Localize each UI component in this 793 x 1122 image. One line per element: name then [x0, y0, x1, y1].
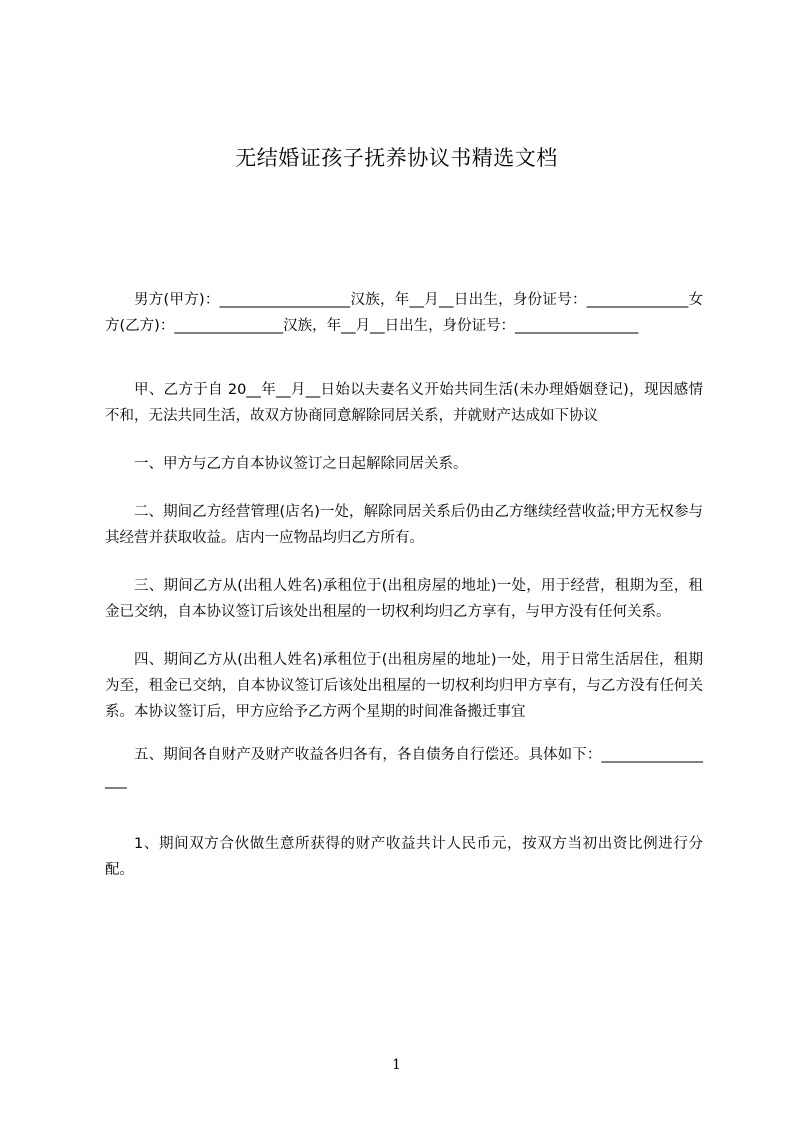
cohabitation-paragraph: 甲、乙方于自 20__年__月__日始以夫妻名义开始共同生活(未办理婚姻登记)，现因感情不和，无法共同生活，故双方协商同意解除同居关系，并就财产达成如下协议: [105, 382, 703, 424]
clause-4-paragraph: 四、期间乙方从(出租人姓名)承租位于(出租房屋的地址)一处，用于日常生活居住，租期为至，租金已交纳，自本协议签订后该处出租屋的一切权利均归甲方享有，与乙方没有任何关系。本协议签订后，甲方应给予乙方两个星期的时间准备搬迁事宜: [105, 652, 703, 720]
document-title: 无结婚证孩子抚养协议书精选文档: [235, 146, 558, 170]
sub-clause-1-paragraph: 1、期间双方合伙做生意所获得的财产收益共计人民币元，按双方当初出资比例进行分配。: [105, 836, 703, 878]
page-number: 1: [392, 1057, 401, 1073]
clause-1-paragraph: 一、甲方与乙方自本协议签订之日起解除同居关系。: [134, 456, 468, 472]
clause-3-paragraph: 三、期间乙方从(出租人姓名)承租位于(出租房屋的地址)一处，用于经营，租期为至，租金已交纳，自本协议签订后该处出租屋的一切权利均归乙方享有，与甲方没有任何关系。: [105, 578, 703, 620]
clause-2-paragraph: 二、期间乙方经营管理(店名)一处，解除同居关系后仍由乙方继续经营收益;甲方无权参与其经营并获取收益。店内一应物品均归乙方所有。: [105, 504, 703, 546]
clause-5-paragraph: 五、期间各自财产及财产收益各归各有，各自债务自行偿还。具体如下：_________________: [105, 747, 703, 789]
party-info-paragraph: 男方(甲方)：__________________汉族，年__月__日出生，身份证号：______________女方(乙方)：_______________汉族，年__月__日出生，身份证号：_________________: [105, 292, 703, 334]
document-body: [105, 287, 703, 883]
